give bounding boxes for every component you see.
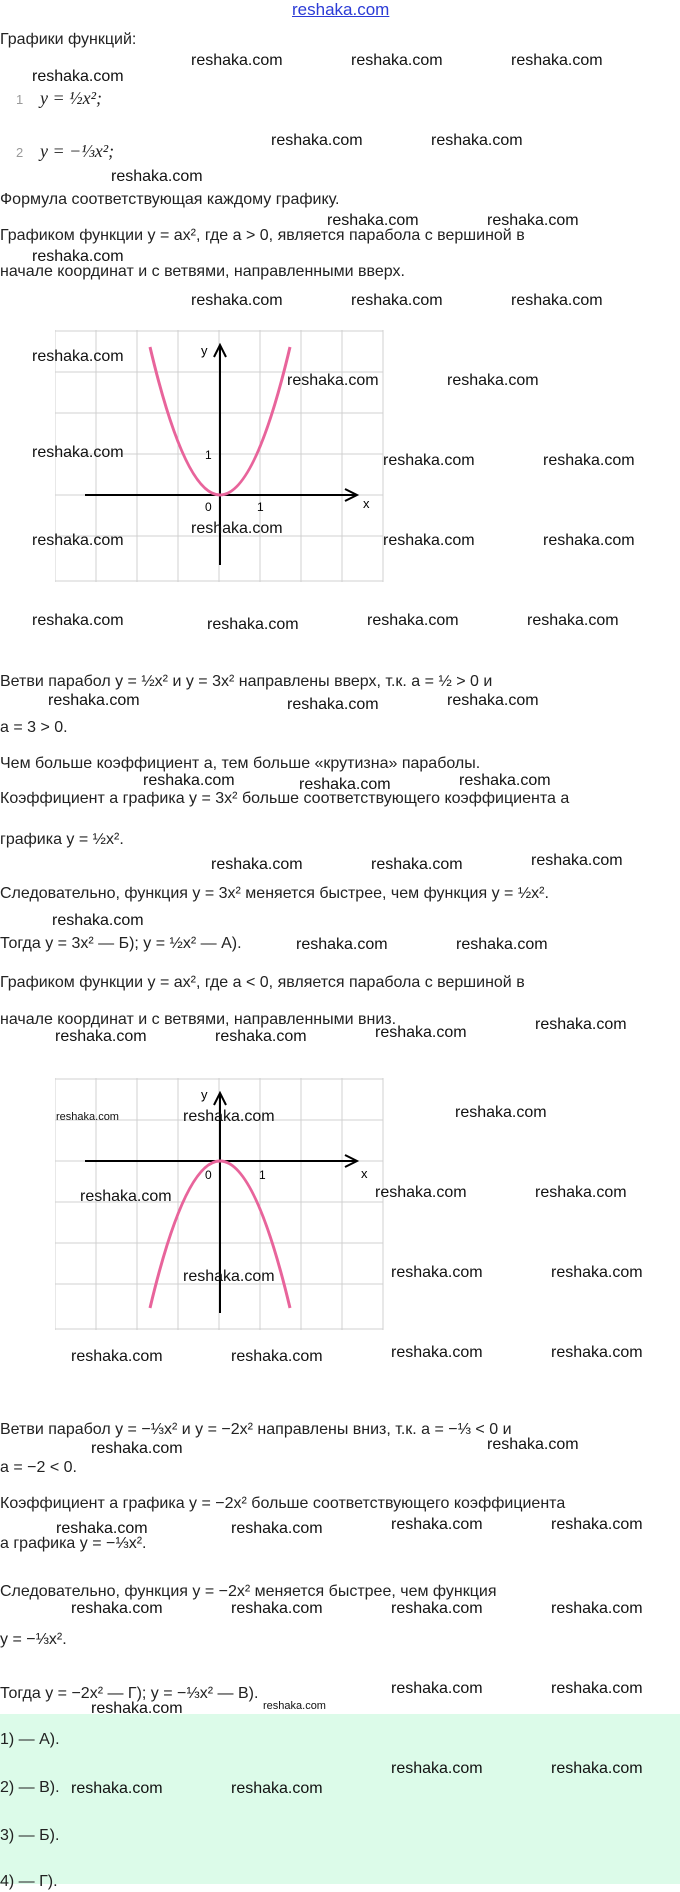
up-paragraph-3: Чем больше коэффициент a, тем больше «крутизна» параболы. <box>0 755 481 772</box>
watermark: reshaka.com <box>487 212 579 229</box>
watermark: reshaka.com <box>375 1024 467 1041</box>
watermark: reshaka.com <box>527 612 619 629</box>
watermark: reshaka.com <box>56 1520 148 1537</box>
watermark: reshaka.com <box>375 1184 467 1201</box>
watermark: reshaka.com <box>91 1440 183 1457</box>
graph-up-y-label: y <box>201 343 208 358</box>
formula-1-number: 1 <box>16 92 24 107</box>
watermark: reshaka.com <box>543 532 635 549</box>
watermark: reshaka.com <box>71 1348 163 1365</box>
watermark: reshaka.com <box>543 452 635 469</box>
up-paragraph-1b: начале координат и с ветвями, направленными вверх. <box>0 263 405 280</box>
up-paragraph-2b: a = 3 > 0. <box>0 719 68 736</box>
watermark: reshaka.com <box>52 912 144 929</box>
formula-2: y = −⅓x²; <box>40 141 115 161</box>
watermark: reshaka.com <box>91 1700 183 1717</box>
graph-up-y-tick: 1 <box>205 448 212 462</box>
site-header-link[interactable]: reshaka.com <box>292 0 390 19</box>
watermark: reshaka.com <box>367 612 459 629</box>
formula-1: y = ½x²; <box>40 88 103 108</box>
watermark: reshaka.com <box>455 1104 547 1121</box>
task-text: Формула соответствующая каждому графику. <box>0 191 340 208</box>
watermark: reshaka.com <box>531 852 623 869</box>
watermark: reshaka.com <box>111 168 203 185</box>
down-paragraph-1b: начале координат и с ветвями, направленными вниз. <box>0 1011 397 1028</box>
watermark: reshaka.com <box>391 1680 483 1697</box>
watermark: reshaka.com <box>551 1760 643 1777</box>
watermark: reshaka.com <box>32 68 124 85</box>
watermark: reshaka.com <box>32 248 124 265</box>
watermark: reshaka.com <box>183 1108 275 1125</box>
answer-2: 2) — В). <box>0 1779 60 1796</box>
down-paragraph-4b: y = −⅓x². <box>0 1631 67 1648</box>
watermark: reshaka.com <box>391 1600 483 1617</box>
down-paragraph-1a: Графиком функции y = ax², где a < 0, является парабола с вершиной в <box>0 974 525 991</box>
watermark: reshaka.com <box>32 444 124 461</box>
watermark: reshaka.com <box>56 1111 119 1123</box>
watermark: reshaka.com <box>551 1264 643 1281</box>
watermark: reshaka.com <box>447 372 539 389</box>
watermark: reshaka.com <box>32 612 124 629</box>
answer-1: 1) — А). <box>0 1731 60 1748</box>
watermark: reshaka.com <box>231 1348 323 1365</box>
watermark: reshaka.com <box>391 1344 483 1361</box>
down-paragraph-3a: Коэффициент a графика y = −2x² больше соответствующего коэффициента <box>0 1495 566 1512</box>
watermark: reshaka.com <box>231 1600 323 1617</box>
watermark: reshaka.com <box>48 692 140 709</box>
watermark: reshaka.com <box>55 1028 147 1045</box>
watermark: reshaka.com <box>32 348 124 365</box>
watermark: reshaka.com <box>351 292 443 309</box>
watermark: reshaka.com <box>287 696 379 713</box>
watermark: reshaka.com <box>551 1344 643 1361</box>
watermark: reshaka.com <box>383 452 475 469</box>
watermark: reshaka.com <box>535 1184 627 1201</box>
watermark: reshaka.com <box>215 1028 307 1045</box>
watermark: reshaka.com <box>211 856 303 873</box>
intro-title: Графики функций: <box>0 31 137 48</box>
down-paragraph-3b: a графика y = −⅓x². <box>0 1535 147 1552</box>
answer-box <box>0 1714 680 1890</box>
watermark: reshaka.com <box>299 776 391 793</box>
formula-2-number: 2 <box>16 145 24 160</box>
watermark: reshaka.com <box>287 372 379 389</box>
watermark: reshaka.com <box>191 292 283 309</box>
watermark: reshaka.com <box>383 532 475 549</box>
watermark: reshaka.com <box>80 1188 172 1205</box>
watermark: reshaka.com <box>391 1264 483 1281</box>
watermark: reshaka.com <box>511 52 603 69</box>
answer-4: 4) — Г). <box>0 1873 58 1890</box>
watermark: reshaka.com <box>551 1680 643 1697</box>
up-paragraph-1a: Графиком функции y = ax², где a > 0, является парабола с вершиной в <box>0 227 525 244</box>
watermark: reshaka.com <box>391 1760 483 1777</box>
down-paragraph-5: Тогда y = −2x² — Г); y = −⅓x² — В). <box>0 1685 259 1702</box>
graph-down-x-tick: 1 <box>259 1168 266 1182</box>
watermark: reshaka.com <box>183 1268 275 1285</box>
watermark: reshaka.com <box>327 212 419 229</box>
watermark: reshaka.com <box>191 52 283 69</box>
watermark: reshaka.com <box>459 772 551 789</box>
watermark: reshaka.com <box>487 1436 579 1453</box>
graph-down-origin: 0 <box>205 1168 212 1182</box>
watermark: reshaka.com <box>231 1780 323 1797</box>
graph-down-x-label: x <box>361 1166 368 1181</box>
watermark: reshaka.com <box>207 616 299 633</box>
watermark: reshaka.com <box>271 132 363 149</box>
up-paragraph-6: Тогда y = 3x² — Б); y = ½x² — А). <box>0 935 242 952</box>
watermark: reshaka.com <box>191 520 283 537</box>
watermark: reshaka.com <box>551 1516 643 1533</box>
down-paragraph-2b: a = −2 < 0. <box>0 1459 77 1476</box>
watermark: reshaka.com <box>456 936 548 953</box>
up-paragraph-2a: Ветви парабол y = ½x² и y = 3x² направлены вверх, т.к. a = ½ > 0 и <box>0 673 493 690</box>
watermark: reshaka.com <box>71 1780 163 1797</box>
watermark: reshaka.com <box>263 1700 326 1712</box>
up-paragraph-4a: Коэффициент a графика y = 3x² больше соответствующего коэффициента a <box>0 790 570 807</box>
watermark: reshaka.com <box>32 532 124 549</box>
watermark: reshaka.com <box>391 1516 483 1533</box>
watermark: reshaka.com <box>231 1520 323 1537</box>
graph-up-x-label: x <box>363 496 370 511</box>
watermark: reshaka.com <box>431 132 523 149</box>
graph-up-x-tick: 1 <box>257 500 264 514</box>
watermark: reshaka.com <box>143 772 235 789</box>
watermark: reshaka.com <box>535 1016 627 1033</box>
up-paragraph-5: Следовательно, функция y = 3x² меняется быстрее, чем функция y = ½x². <box>0 885 549 902</box>
watermark: reshaka.com <box>351 52 443 69</box>
watermark: reshaka.com <box>447 692 539 709</box>
watermark: reshaka.com <box>551 1600 643 1617</box>
watermark: reshaka.com <box>371 856 463 873</box>
watermark: reshaka.com <box>71 1600 163 1617</box>
down-paragraph-2a: Ветви парабол y = −⅓x² и y = −2x² направлены вниз, т.к. a = −⅓ < 0 и <box>0 1421 512 1438</box>
watermark: reshaka.com <box>511 292 603 309</box>
graph-down-y-label: y <box>201 1087 208 1102</box>
up-paragraph-4b: графика y = ½x². <box>0 831 124 848</box>
answer-3: 3) — Б). <box>0 1827 60 1844</box>
down-paragraph-4a: Следовательно, функция y = −2x² меняется быстрее, чем функция <box>0 1583 497 1600</box>
graph-up-origin: 0 <box>205 500 212 514</box>
watermark: reshaka.com <box>296 936 388 953</box>
